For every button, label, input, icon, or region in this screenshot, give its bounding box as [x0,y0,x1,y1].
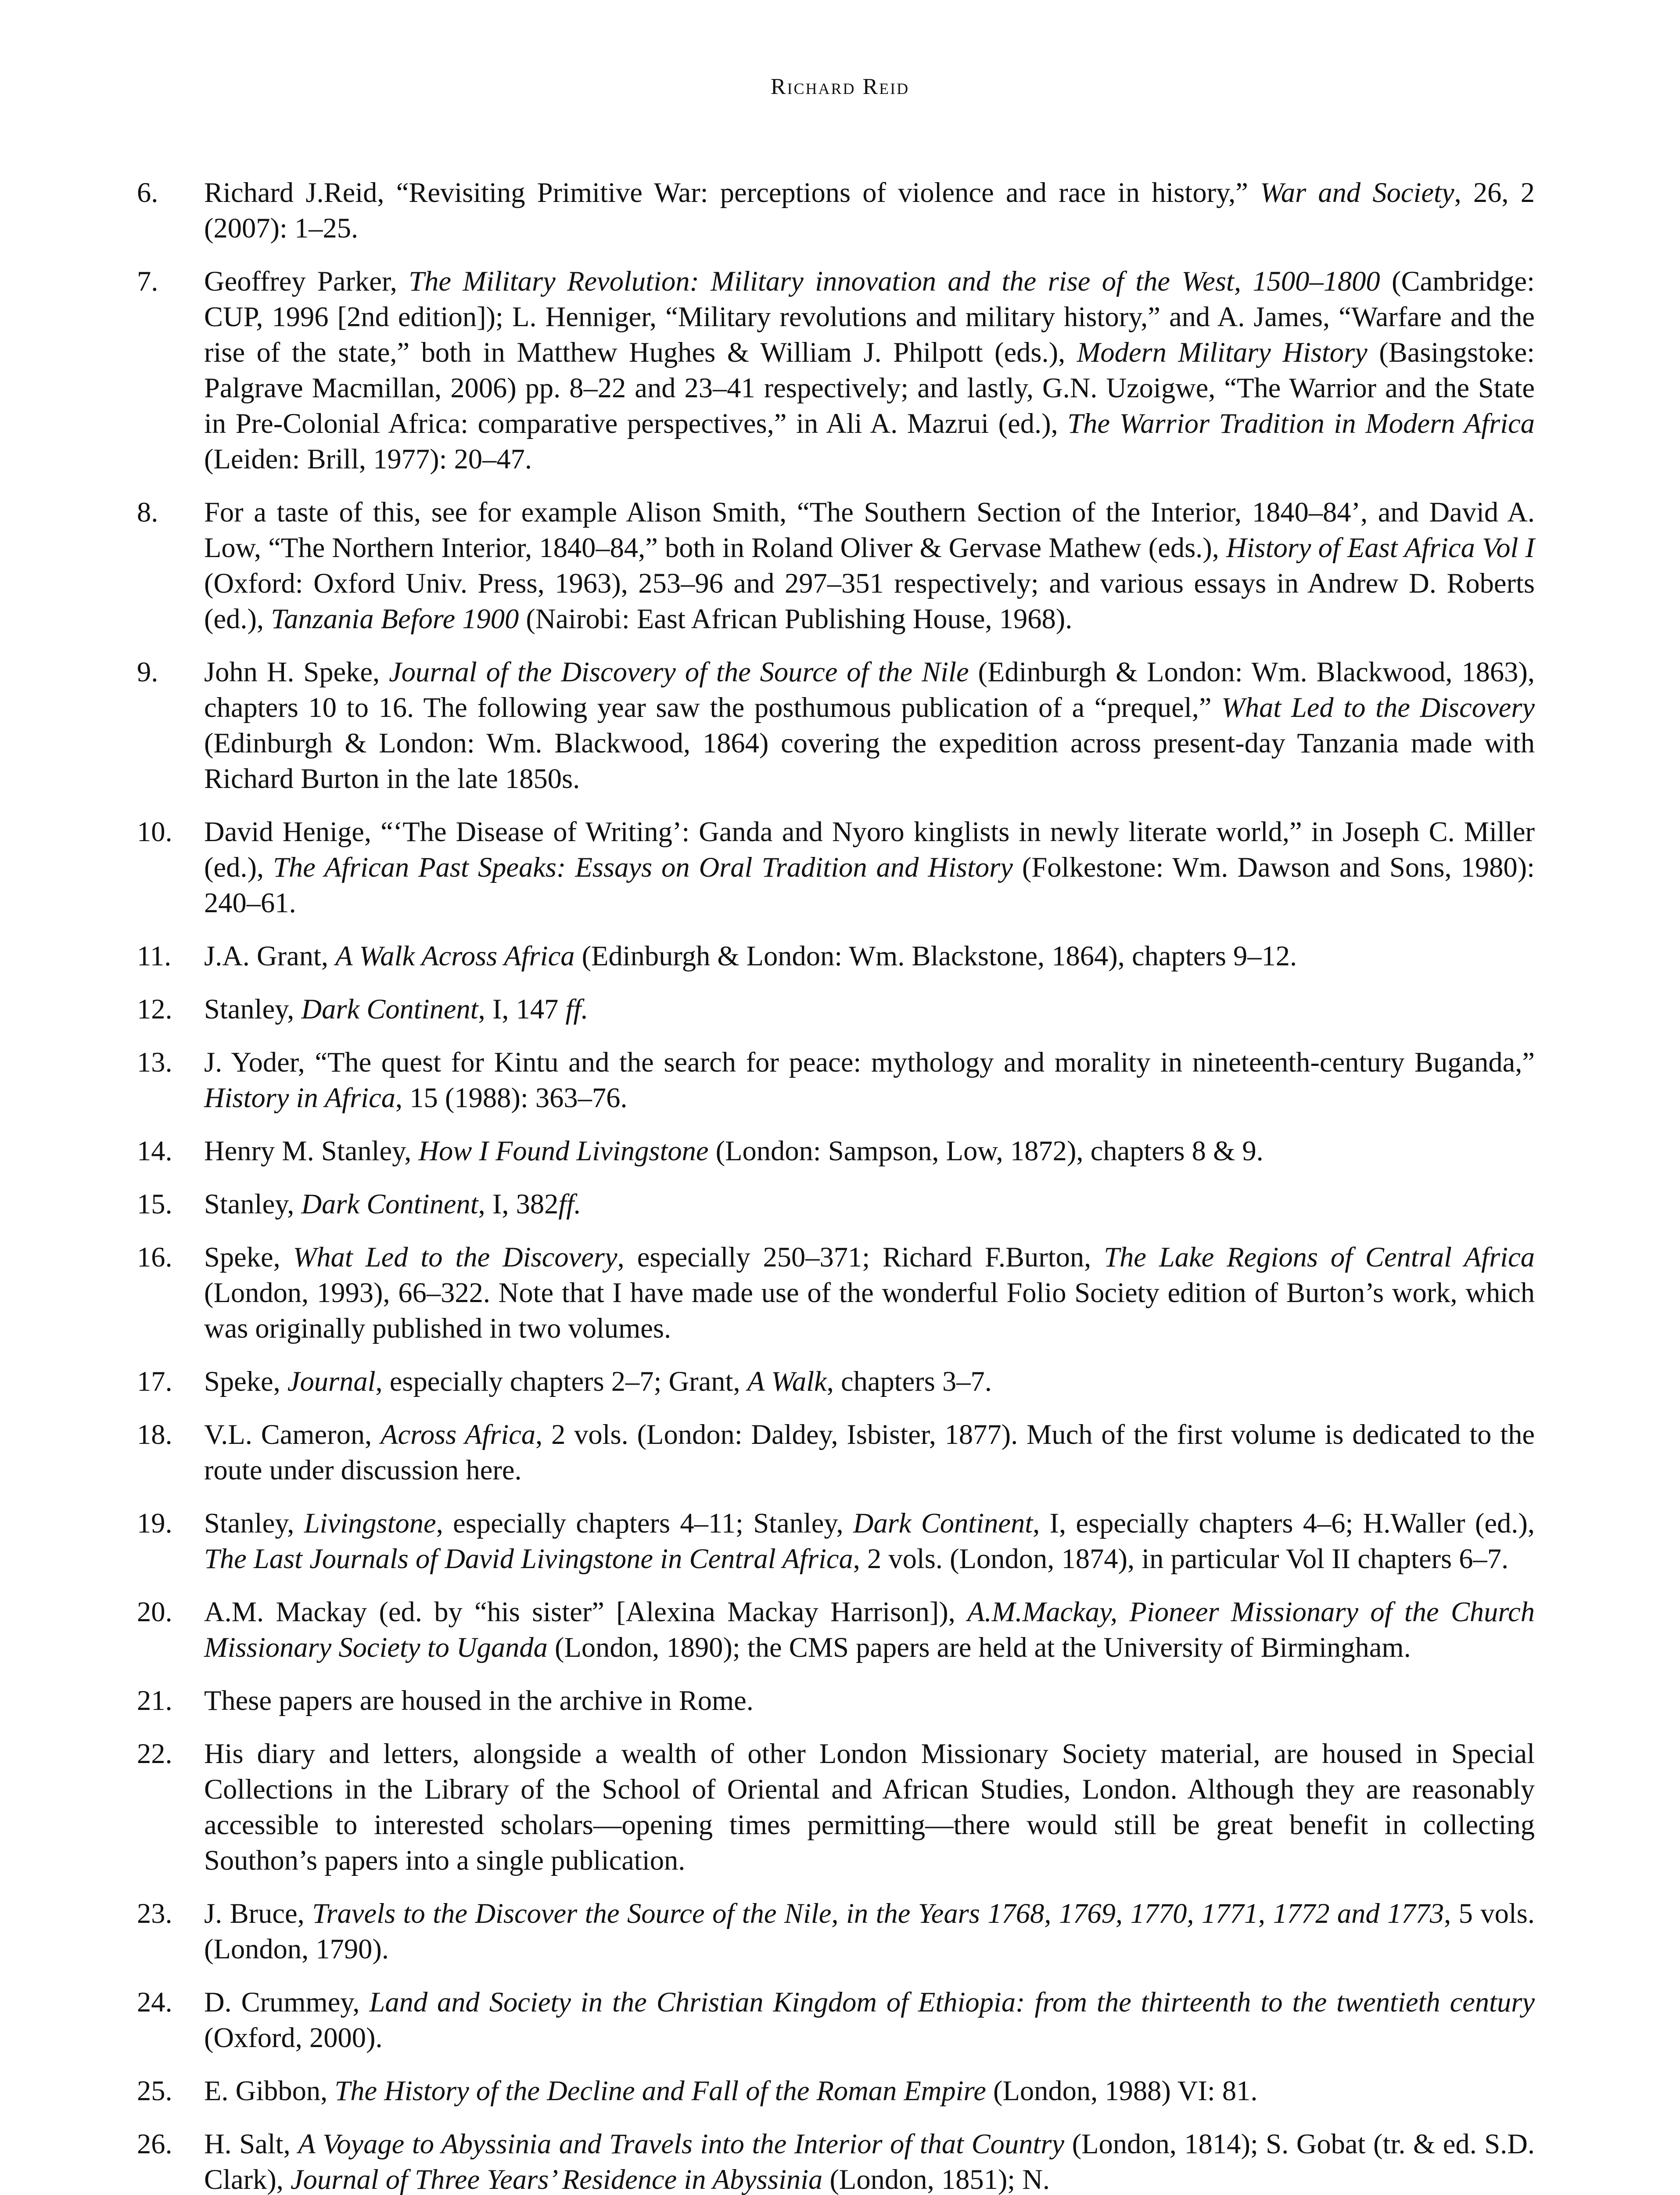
endnote-text-segment: (Edinburgh & London: Wm. Blackstone, 1864), chapters 9–12. [574,940,1297,972]
endnote-text-segment: A.M. Mackay (ed. by “his sister” [Alexina Mackay Harrison]), [204,1596,968,1627]
endnote-number: 21. [137,1685,172,1716]
endnote-text-segment: (Cambridge: CUP, 1996 [2nd edition]); L. Henniger, “Military revolutions and military history,” and A. James, “Warfare and the rise of the state,” both in Matthew Hughes & William J. Philpott (eds.), [204,266,1535,368]
endnote-title-italic: History in Africa [204,1082,395,1113]
endnote-text-segment: , 5 vols. (London, 1790). [204,1898,1535,1965]
endnote-text-segment: J. Yoder, “The quest for Kintu and the search for peace: mythology and morality in nineteenth-century Buganda,” [204,1047,1535,1078]
endnote-19 [137,1505,1535,1576]
endnote-number: 24. [137,1986,172,2018]
endnote-title-italic: A Walk Across Africa [335,940,575,972]
endnote-title-italic: The Last Journals of David Livingstone in Central Africa [204,1543,853,1574]
endnote-text-segment: (London, 1993), 66–322. Note that I have made use of the wonderful Folio Society edition of Burton’s work, which was originally published in two volumes. [204,1277,1535,1344]
endnote-text-segment: (London, 1851); N. [822,2164,1050,2195]
endnote-text [204,2126,1535,2195]
endnote-title-italic: The Lake Regions of Central Africa [1104,1241,1535,1273]
endnote-number: 25. [137,2075,172,2106]
endnote-text-segment: (Nairobi: East African Publishing House, 1968). [519,603,1073,634]
endnote-text-segment: (London: Sampson, Low, 1872), chapters 8 & 9. [708,1135,1264,1166]
endnote-number: 18. [137,1419,172,1450]
endnote-text-segment: , I, especially chapters 4–6; H.Waller (ed.), [1033,1508,1535,1539]
endnote-text-segment: Stanley, [204,993,302,1025]
endnote-text [204,654,1535,796]
endnote-number: 14. [137,1135,172,1166]
endnote-text-segment: (London, 1890); the CMS papers are held at the University of Birmingham. [547,1632,1411,1663]
endnote-text-segment: (London, 1988) VI: 81. [986,2075,1258,2106]
endnote-number: 17. [137,1366,172,1397]
endnote-number: 26. [137,2128,172,2159]
endnote-text-segment: Henry M. Stanley, [204,1135,419,1166]
running-head: Richard Reid [770,74,910,99]
endnote-title-italic: Across Africa [381,1419,536,1450]
endnote-text [204,1044,1535,1115]
endnote-text-segment: J.A. Grant, [204,940,336,972]
endnote-text-segment: These papers are housed in the archive in Rome. [204,1685,754,1716]
endnote-number: 15. [137,1188,172,1220]
endnote-title-italic: The History of the Decline and Fall of the Roman Empire [334,2075,986,2106]
endnote-text [204,494,1535,637]
endnotes-list [137,175,1535,2195]
endnote-text-segment: E. Gibbon, [204,2075,335,2106]
endnote-number: 19. [137,1508,172,1539]
endnote-title-italic: Journal of Three Years’ Residence in Abyssinia [291,2164,823,2195]
endnote-8 [137,494,1535,637]
endnote-title-italic: A Walk [747,1366,827,1397]
endnote-title-italic: What Led to the Discovery [293,1241,617,1273]
endnote-text [204,1239,1535,1346]
endnote-title-italic: How I Found Livingstone [418,1135,709,1166]
endnote-text-segment: David Henige, “‘The Disease of Writing’: Ganda and Nyoro kinglists in newly literate world,” in Joseph C. Miller (ed.), [204,816,1535,883]
endnote-text-segment: (Edinburgh & London: Wm. Blackwood, 1863), chapters 10 to 16. The following year saw the posthumous publication of a “prequel,” [204,656,1535,723]
endnote-title-italic: Dark Continent [301,1188,478,1220]
endnote-text [204,1683,1535,1718]
endnote-title-italic: ff. [558,1188,582,1220]
endnote-number: 11. [137,940,172,972]
endnote-23 [137,1896,1535,1967]
endnote-number: 12. [137,993,172,1025]
endnote-text [204,1186,1535,1222]
endnote-10 [137,814,1535,921]
endnote-21 [137,1683,1535,1718]
endnote-number: 7. [137,266,158,297]
endnote-text-segment: (Edinburgh & London: Wm. Blackwood, 1864) covering the expedition across present-day Tanzania made with Richard Burton in the late 1850s. [204,727,1535,794]
endnote-number: 8. [137,497,158,528]
endnote-text [204,991,1535,1027]
endnote-text [204,1984,1535,2055]
endnote-text-segment: Stanley, [204,1188,302,1220]
endnote-title-italic: Tanzania Before 1900 [271,603,519,634]
endnote-text [204,814,1535,921]
endnote-14 [137,1133,1535,1169]
endnote-number: 22. [137,1738,172,1769]
endnote-20 [137,1594,1535,1665]
endnote-number: 13. [137,1047,172,1078]
endnote-text-segment: , especially 250–371; Richard F.Burton, [617,1241,1104,1273]
endnote-title-italic: Journal [287,1366,376,1397]
endnote-18 [137,1417,1535,1488]
endnote-text-segment: , chapters 3–7. [826,1366,992,1397]
endnote-text-segment: , especially chapters 2–7; Grant, [375,1366,747,1397]
endnote-text [204,263,1535,477]
endnote-text [204,2073,1535,2109]
endnote-title-italic: History of East Africa Vol I [1226,532,1535,563]
endnote-text-segment: His diary and letters, alongside a wealth of other London Missionary Society material, are housed in Special Collections in the Library of the School of Oriental and African Studies, London. Although they are reasonably accessible to interested scholars—opening times permitting—there would still be great benefit in collecting Southon’s papers into a single publication. [204,1738,1535,1876]
endnote-text [204,938,1535,974]
endnote-text-segment: , 26, 2 (2007): 1–25. [204,177,1535,244]
endnote-text-segment: V.L. Cameron, [204,1419,381,1450]
endnote-title-italic: A Voyage to Abyssinia and Travels into the Interior of that Country [298,2128,1065,2159]
endnote-title-italic: The Military Revolution: Military innovation and the rise of the West, 1500–1800 [409,266,1380,297]
endnote-title-italic: Land and Society in the Christian Kingdom of Ethiopia: from the thirteenth to the twentieth century [369,1986,1535,2018]
endnote-text-segment: (Folkestone: Wm. Dawson and Sons, 1980): 240–61. [204,852,1535,918]
endnote-text-segment: For a taste of this, see for example Alison Smith, “The Southern Section of the Interior, 1840–84’, and David A. Low, “The Northern Interior, 1840–84,” both in Roland Oliver & Gervase Mathew (eds.), [204,497,1535,563]
endnote-text-segment: (Oxford, 2000). [204,2022,383,2053]
endnote-text-segment: (Leiden: Brill, 1977): 20–47. [204,443,532,475]
endnote-text [204,1364,1535,1399]
endnote-title-italic: What Led to the Discovery [1221,692,1535,723]
endnote-number: 6. [137,177,158,208]
endnote-title-italic: Dark Continent [301,993,478,1025]
endnote-6 [137,175,1535,246]
endnote-number: 10. [137,816,172,847]
endnote-24 [137,1984,1535,2055]
endnote-9 [137,654,1535,796]
endnote-text-segment: , especially chapters 4–11; Stanley, [436,1508,853,1539]
endnote-text-segment: (Basingstoke: Palgrave Macmillan, 2006) pp. 8–22 and 23–41 respectively; and lastly, G.N. Uzoigwe, “The Warrior and the State in Pre-Colonial Africa: comparative perspectives,” in Ali A. Mazrui (ed.), [204,337,1535,439]
endnote-title-italic: Livingstone [304,1508,436,1539]
endnote-text-segment: Geoffrey Parker, [204,266,409,297]
endnote-title-italic: The Warrior Tradition in Modern Africa [1067,408,1535,439]
endnote-text-segment: (London, 1814); S. Gobat (tr. & ed. S.D. Clark), [204,2128,1535,2195]
endnote-title-italic: Modern Military History [1077,337,1368,368]
endnote-number: 16. [137,1241,172,1273]
endnote-title-italic: Travels to the Discover the Source of the Nile, in the Years 1768, 1769, 1770, 1771, 1772 and 1773 [312,1898,1444,1929]
endnote-16 [137,1239,1535,1346]
endnote-number: 9. [137,656,158,687]
endnote-title-italic: Journal of the Discovery of the Source of the Nile [389,656,969,687]
endnote-15 [137,1186,1535,1222]
endnote-13 [137,1044,1535,1115]
endnote-text [204,1417,1535,1488]
endnote-title-italic: The African Past Speaks: Essays on Oral Tradition and History [273,852,1013,883]
endnote-text-segment: H. Salt, [204,2128,298,2159]
endnote-22 [137,1736,1535,1878]
endnote-text-segment: , I, 382 [478,1188,559,1220]
endnote-number: 20. [137,1596,172,1627]
endnote-number: 23. [137,1898,172,1929]
endnote-text-segment: , 2 vols. (London, 1874), in particular Vol II chapters 6–7. [853,1543,1509,1574]
endnote-text-segment: John H. Speke, [204,656,389,687]
endnote-text [204,1505,1535,1576]
endnote-text [204,1896,1535,1967]
endnote-text [204,1594,1535,1665]
endnote-text-segment: J. Bruce, [204,1898,312,1929]
endnote-title-italic: Dark Continent [853,1508,1033,1539]
endnote-12 [137,991,1535,1027]
endnote-text-segment: Speke, [204,1241,293,1273]
endnote-text-segment: Speke, [204,1366,287,1397]
endnote-text-segment: (Oxford: Oxford Univ. Press, 1963), 253–96 and 297–351 respectively; and various essays in Andrew D. Roberts (ed.), [204,568,1535,634]
endnote-text-segment: Richard J.Reid, “Revisiting Primitive War: perceptions of violence and race in history,” [204,177,1260,208]
endnote-25 [137,2073,1535,2109]
endnote-17 [137,1364,1535,1399]
endnote-text-segment: , I, 147 [478,993,566,1025]
endnote-text [204,1736,1535,1878]
endnote-title-italic: War and Society [1260,177,1454,208]
endnote-text-segment: , 2 vols. (London: Daldey, Isbister, 1877). Much of the first volume is dedicated to the route under discussion here. [204,1419,1535,1486]
endnote-text-segment: , 15 (1988): 363–76. [395,1082,628,1113]
endnote-text-segment: D. Crummey, [204,1986,370,2018]
endnote-26 [137,2126,1535,2195]
endnote-text-segment: Stanley, [204,1508,304,1539]
endnote-title-italic: ff. [565,993,589,1025]
endnote-7 [137,263,1535,477]
endnote-11 [137,938,1535,974]
endnote-title-italic: A.M.Mackay, Pioneer Missionary of the Church Missionary Society to Uganda [204,1596,1535,1663]
endnote-text [204,1133,1535,1169]
endnote-text [204,175,1535,246]
